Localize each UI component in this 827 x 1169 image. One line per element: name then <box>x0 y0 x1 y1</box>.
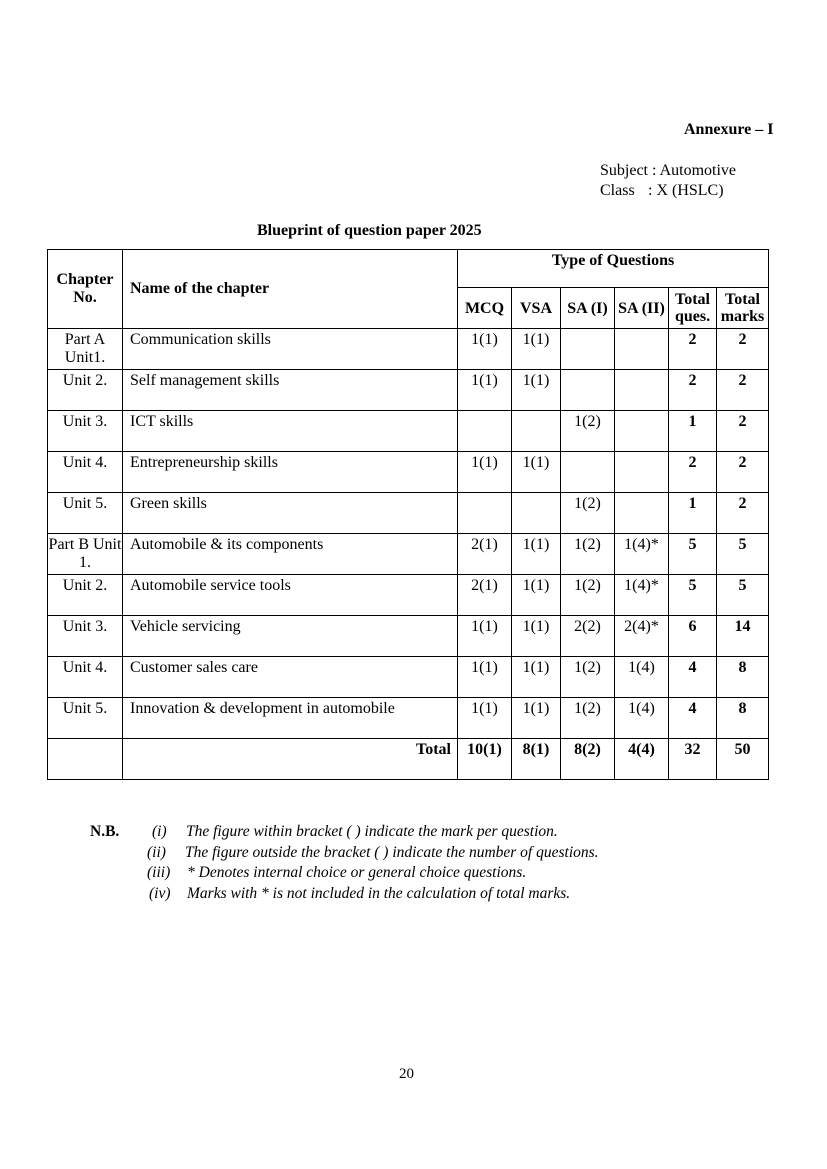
cell-sa2: 1(4)* <box>615 534 669 575</box>
class-value: : X (HSLC) <box>648 182 724 199</box>
cell-vsa: 1(1) <box>512 575 561 616</box>
header-col: VSA <box>512 288 561 329</box>
cell-vsa <box>512 411 561 452</box>
cell-sa2: 2(4)* <box>615 616 669 657</box>
chapter-name: Vehicle servicing <box>123 616 458 657</box>
table-row <box>48 329 769 370</box>
chapter-name: Automobile service tools <box>123 575 458 616</box>
notes <box>90 822 599 904</box>
note-item <box>147 863 599 884</box>
subject-value: Automotive <box>659 162 736 179</box>
note-number: (iv) <box>149 884 171 902</box>
cell-sa2 <box>615 370 669 411</box>
note-text: The figure within bracket ( ) indicate the mark per question. <box>186 823 558 840</box>
cell-mcq: 2(1) <box>458 575 512 616</box>
chapter-no: Unit 2. <box>48 370 123 411</box>
table-row <box>48 493 769 534</box>
chapter-name: Customer sales care <box>123 657 458 698</box>
cell-vsa: 1(1) <box>512 534 561 575</box>
cell-sa1: 2(2) <box>561 616 615 657</box>
cell-mcq <box>458 493 512 534</box>
cell-vsa: 1(1) <box>512 370 561 411</box>
cell-tq: 6 <box>669 616 717 657</box>
cell-mcq: 1(1) <box>458 329 512 370</box>
cell-tm: 5 <box>717 575 769 616</box>
cell-tq: 4 <box>669 657 717 698</box>
header-col: Total marks <box>717 288 769 329</box>
table-row <box>48 616 769 657</box>
page-number: 20 <box>399 1066 414 1082</box>
cell-sa1: 1(2) <box>561 575 615 616</box>
cell-tq: 4 <box>669 698 717 739</box>
cell-tq: 5 <box>669 575 717 616</box>
class-label: Class <box>600 182 635 199</box>
cell-tm: 8 <box>717 698 769 739</box>
table-row <box>48 534 769 575</box>
cell-sa1 <box>561 370 615 411</box>
cell-sa2: 1(4) <box>615 698 669 739</box>
document-title: Blueprint of question paper 2025 <box>257 222 482 239</box>
cell-mcq: 1(1) <box>458 616 512 657</box>
annexure-label: Annexure – I <box>684 121 774 138</box>
cell-tq: 1 <box>669 411 717 452</box>
table-row <box>48 698 769 739</box>
total-sa2: 4(4) <box>615 739 669 780</box>
header-col: Total ques. <box>669 288 717 329</box>
subject-label: Subject : <box>600 162 657 179</box>
cell-vsa: 1(1) <box>512 657 561 698</box>
header-col: SA (I) <box>561 288 615 329</box>
cell-sa2 <box>615 452 669 493</box>
total-mcq: 10(1) <box>458 739 512 780</box>
cell-mcq: 2(1) <box>458 534 512 575</box>
note-item <box>147 843 599 864</box>
chapter-name: ICT skills <box>123 411 458 452</box>
chapter-name: Green skills <box>123 493 458 534</box>
total-tm: 50 <box>717 739 769 780</box>
cell-sa1 <box>561 452 615 493</box>
cell-sa1: 1(2) <box>561 493 615 534</box>
empty-cell <box>48 739 123 780</box>
cell-sa1: 1(2) <box>561 534 615 575</box>
chapter-no: Unit 3. <box>48 616 123 657</box>
total-tq: 32 <box>669 739 717 780</box>
header-col: SA (II) <box>615 288 669 329</box>
header-type-of-questions: Type of Questions <box>458 250 769 288</box>
cell-sa1: 1(2) <box>561 411 615 452</box>
header-col: MCQ <box>458 288 512 329</box>
table-row <box>48 575 769 616</box>
cell-vsa: 1(1) <box>512 329 561 370</box>
cell-sa2: 1(4)* <box>615 575 669 616</box>
cell-tm: 5 <box>717 534 769 575</box>
chapter-name: Self management skills <box>123 370 458 411</box>
chapter-no: Unit 5. <box>48 698 123 739</box>
cell-tm: 2 <box>717 452 769 493</box>
subject-block <box>600 161 736 201</box>
note-number: (ii) <box>147 843 166 861</box>
chapter-no: Unit 4. <box>48 657 123 698</box>
table-row <box>48 657 769 698</box>
cell-vsa: 1(1) <box>512 452 561 493</box>
blueprint-table <box>47 249 769 780</box>
cell-tm: 2 <box>717 411 769 452</box>
note-text: * Denotes internal choice or general choice questions. <box>187 864 527 881</box>
cell-vsa: 1(1) <box>512 698 561 739</box>
cell-sa2 <box>615 411 669 452</box>
chapter-name: Communication skills <box>123 329 458 370</box>
chapter-no: Unit 4. <box>48 452 123 493</box>
cell-sa2 <box>615 493 669 534</box>
cell-tq: 2 <box>669 452 717 493</box>
cell-tm: 14 <box>717 616 769 657</box>
cell-tq: 2 <box>669 370 717 411</box>
cell-tm: 2 <box>717 370 769 411</box>
cell-tm: 8 <box>717 657 769 698</box>
cell-mcq: 1(1) <box>458 657 512 698</box>
cell-tq: 2 <box>669 329 717 370</box>
cell-tq: 5 <box>669 534 717 575</box>
cell-mcq: 1(1) <box>458 698 512 739</box>
cell-mcq: 1(1) <box>458 452 512 493</box>
total-row <box>48 739 769 780</box>
cell-sa2: 1(4) <box>615 657 669 698</box>
total-label: Total <box>123 739 458 780</box>
chapter-name: Entrepreneurship skills <box>123 452 458 493</box>
total-sa1: 8(2) <box>561 739 615 780</box>
chapter-no: Part B Unit 1. <box>48 534 123 575</box>
chapter-no: Unit 5. <box>48 493 123 534</box>
cell-mcq: 1(1) <box>458 370 512 411</box>
header-chapter-no: Chapter No. <box>48 250 123 329</box>
chapter-no: Part A Unit1. <box>48 329 123 370</box>
cell-sa1: 1(2) <box>561 657 615 698</box>
cell-sa1 <box>561 329 615 370</box>
cell-sa2 <box>615 329 669 370</box>
table-row <box>48 370 769 411</box>
note-number: (i) <box>152 823 167 840</box>
header-chapter-name: Name of the chapter <box>123 250 458 329</box>
chapter-name: Automobile & its components <box>123 534 458 575</box>
cell-tq: 1 <box>669 493 717 534</box>
note-item <box>149 884 599 905</box>
cell-tm: 2 <box>717 329 769 370</box>
chapter-no: Unit 3. <box>48 411 123 452</box>
total-vsa: 8(1) <box>512 739 561 780</box>
note-text: The figure outside the bracket ( ) indicate the number of questions. <box>185 843 599 861</box>
chapter-no: Unit 2. <box>48 575 123 616</box>
cell-sa1: 1(2) <box>561 698 615 739</box>
table-row <box>48 452 769 493</box>
note-number: (iii) <box>147 864 171 881</box>
cell-vsa: 1(1) <box>512 616 561 657</box>
note-item <box>152 822 599 843</box>
cell-tm: 2 <box>717 493 769 534</box>
nb-label: N.B. <box>90 823 120 840</box>
chapter-name: Innovation & development in automobile <box>123 698 458 739</box>
table-row <box>48 411 769 452</box>
cell-mcq <box>458 411 512 452</box>
note-text: Marks with * is not included in the calculation of total marks. <box>187 884 571 902</box>
cell-vsa <box>512 493 561 534</box>
